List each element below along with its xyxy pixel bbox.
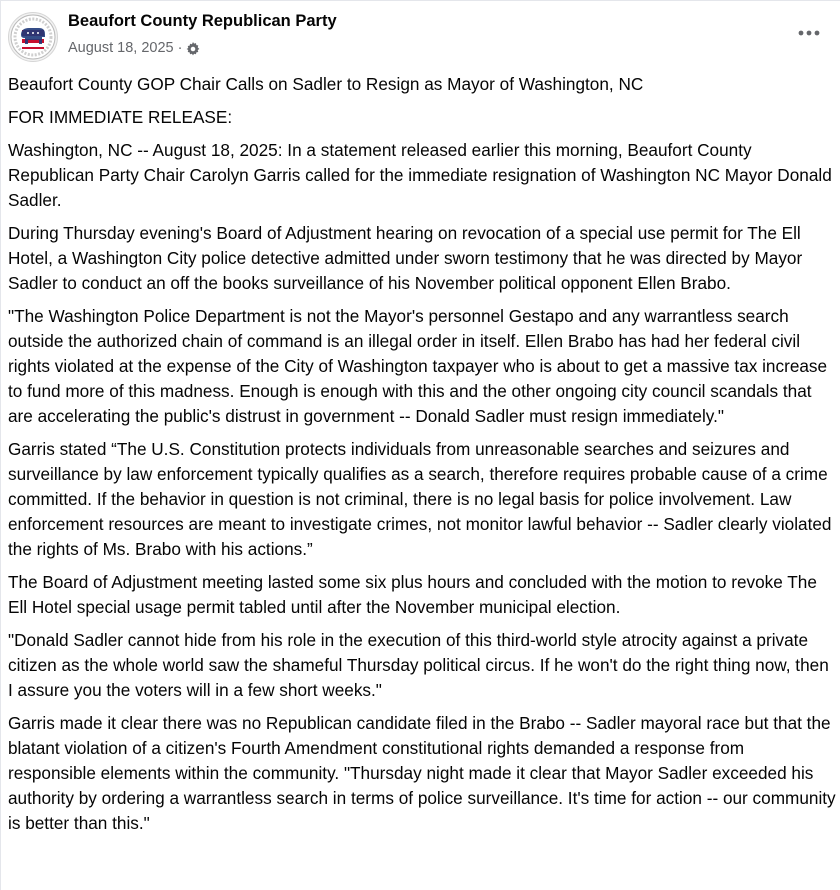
more-options-button[interactable]	[795, 21, 823, 45]
post-paragraph: Garris stated “The U.S. Constitution protects individuals from unreasonable searches and seizures and surveillance by law enforcement typically qualifies as a search, therefore requires probable cause of a crime committed. If the behavior in question is not criminal, there is no legal basis for police involvement. Law enforcement resources are meant to investigate crimes, not monitor lawful behavior -- Sadler clearly violated the rights of Ms. Brabo with his actions.”	[8, 439, 832, 559]
meta-separator: ·	[177, 40, 183, 56]
post-paragraph: Garris made it clear there was no Republican candidate filed in the Brabo -- Sadler mayoral race but that the blatant violation of a citizen's Fourth Amendment constitutional rights demanded a response from responsible elements within the community. "Thursday night made it clear that Mayor Sadler exceeded his authority by ordering a warrantless search in terms of police surveillance. It's time for action -- our community is better than this."	[8, 713, 836, 833]
more-horizontal-icon	[798, 30, 820, 36]
avatar[interactable]	[8, 12, 58, 62]
post-meta	[68, 40, 200, 56]
post-body	[8, 72, 836, 844]
post-paragraph: During Thursday evening's Board of Adjustment hearing on revocation of a special use permit for The Ell Hotel, a Washington City police detective admitted under sworn testimony that he was directed by Mayor Sadler to conduct an off the books surveillance of his November political opponent Ellen Brabo.	[8, 223, 803, 293]
post-date[interactable]: August 18, 2025	[68, 40, 174, 56]
republican-elephant-logo-icon	[9, 13, 57, 61]
post-paragraph: FOR IMMEDIATE RELEASE:	[8, 107, 233, 127]
post-header	[1, 1, 840, 67]
post-headline: Beaufort County GOP Chair Calls on Sadler to Resign as Mayor of Washington, NC	[8, 74, 644, 94]
gear-icon[interactable]	[186, 42, 200, 56]
author-name[interactable]: Beaufort County Republican Party	[68, 12, 337, 30]
post-paragraph: "Donald Sadler cannot hide from his role in the execution of this third-world style atrocity against a private citizen as the whole world saw the shameful Thursday political circus. If he won't do the right thing now, then I assure you the voters will in a few short weeks."	[8, 630, 829, 700]
post-paragraph: The Board of Adjustment meeting lasted some six plus hours and concluded with the motion to revoke The Ell Hotel special usage permit tabled until after the November municipal election.	[8, 572, 817, 617]
post-paragraph: Washington, NC -- August 18, 2025: In a statement released earlier this morning, Beaufort County Republican Party Chair Carolyn Garris called for the immediate resignation of Washington NC Mayor Donald Sadler.	[8, 140, 832, 210]
post-paragraph: "The Washington Police Department is not the Mayor's personnel Gestapo and any warrantless search outside the authorized chain of command is an illegal order in itself. Ellen Brabo has had her federal civil rights violated at the expense of the City of Washington taxpayer who is about to get a massive tax increase to fund more of this madness. Enough is enough with this and the other ongoing city council scandals that are accelerating the public's distrust in government -- Donald Sadler must resign immediately."	[8, 306, 828, 426]
